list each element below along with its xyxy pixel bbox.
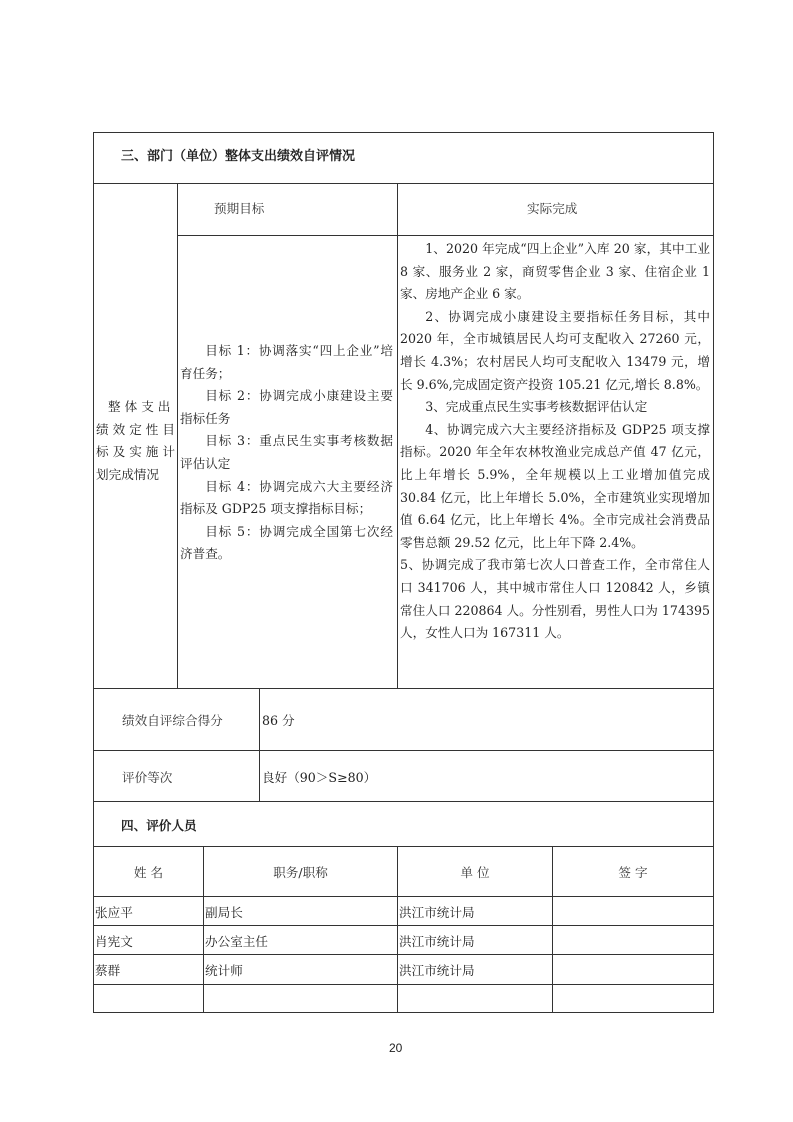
col-divider: [259, 688, 260, 801]
column-header-name: 姓 名: [133, 865, 164, 880]
evaluator-name: 蔡群: [95, 963, 121, 978]
col-divider: [177, 183, 178, 688]
column-header-unit: 单 位: [460, 865, 490, 880]
grade-label: 评价等次: [122, 769, 173, 785]
evaluator-name: 张应平: [95, 904, 133, 920]
row-divider: [93, 750, 714, 751]
target-item: 目标 2：协调完成小康建设主要指标任务: [180, 388, 393, 426]
expected-targets: [180, 340, 393, 566]
actual-results: [400, 238, 710, 645]
result-item: 3、完成重点民生实事考核数据评估认定: [425, 399, 648, 415]
row-label-qualitative: [96, 396, 176, 486]
target-item: 目标 5：协调完成全国第七次经济普查。: [180, 523, 393, 562]
target-item: 目标 1：协调落实“四上企业”培育任务；: [180, 343, 393, 381]
result-item: 1、2020 年完成“四上企业”入库 20 家，其中工业 8 家、服务业 2 家，商贸零售企业 3 家、住宿企业 1 家、房地产企业 6 家。: [400, 241, 710, 302]
evaluator-title: 统计师: [205, 963, 243, 978]
evaluator-title: 副局长: [205, 904, 243, 920]
col-divider: [397, 183, 398, 688]
evaluator-title: 办公室主任: [205, 933, 268, 949]
table-border-top: [93, 132, 714, 133]
grade-value: 良好（90＞S≥80）: [262, 769, 377, 785]
row-label-line: 划完成情况: [96, 466, 159, 482]
column-header-expected: 预期目标: [214, 201, 265, 216]
section-4-title: 四、评价人员: [121, 817, 197, 833]
row-divider: [177, 235, 714, 236]
section-3-title: 三、部门（单位）整体支出绩效自评情况: [121, 149, 356, 164]
result-item: 2、协调完成小康建设主要指标任务目标，其中 2020 年，全市城镇居民人均可支配收入 27260 元，增长 4.3%；农村居民人均可支配收入 13479 元，增长 9.6%,完成固定资产投资 105.21 亿元,增长 8.8%。: [400, 308, 710, 392]
page-number: 20: [389, 1041, 403, 1055]
evaluator-unit: 洪江市统计局: [399, 963, 475, 978]
score-value: 86 分: [262, 713, 295, 728]
result-item: 4、协调完成六大主要经济指标及 GDP25 项支撑指标。2020 年全年农林牧渔业完成总产值 47 亿元，比上年增长 5.9%，全年规模以上工业增加值完成 30.84 亿元，比上年增长 5.0%，全市建筑业实现增加值 6.64 亿元，比上年增长 4%。全市完成社会消费品零售总额 29.52 亿元，比上年下降 2.4%。: [400, 421, 710, 550]
target-item: 目标 4：协调完成六大主要经济指标及 GDP25 项支撑指标目标；: [180, 478, 393, 517]
row-divider: [93, 183, 714, 184]
row-divider: [93, 984, 714, 985]
row-label-line: 绩 效 定 性 目: [96, 421, 175, 437]
evaluator-unit: 洪江市统计局: [399, 904, 475, 920]
row-label-line: 整 体 支 出: [108, 399, 171, 414]
evaluator-name: 肖宪文: [95, 933, 133, 949]
table-border-bottom: [93, 1012, 714, 1013]
column-header-title: 职务/职称: [273, 865, 328, 880]
column-header-signature: 签 字: [618, 865, 648, 880]
result-item: 5、协调完成了我市第七次人口普查工作，全市常住人口 341706 人，其中城市常住人口 120842 人，乡镇常住人口 220864 人。分性别看，男性人口为 174395 人，女性人口为 167311 人。: [400, 557, 710, 641]
evaluator-unit: 洪江市统计局: [399, 933, 475, 949]
column-header-actual: 实际完成: [527, 201, 578, 216]
score-label: 绩效自评综合得分: [122, 713, 223, 728]
row-label-line: 标 及 实 施 计: [96, 444, 175, 460]
table-border-right: [713, 132, 714, 1013]
target-item: 目标 3：重点民生实事考核数据评估认定: [180, 433, 393, 471]
